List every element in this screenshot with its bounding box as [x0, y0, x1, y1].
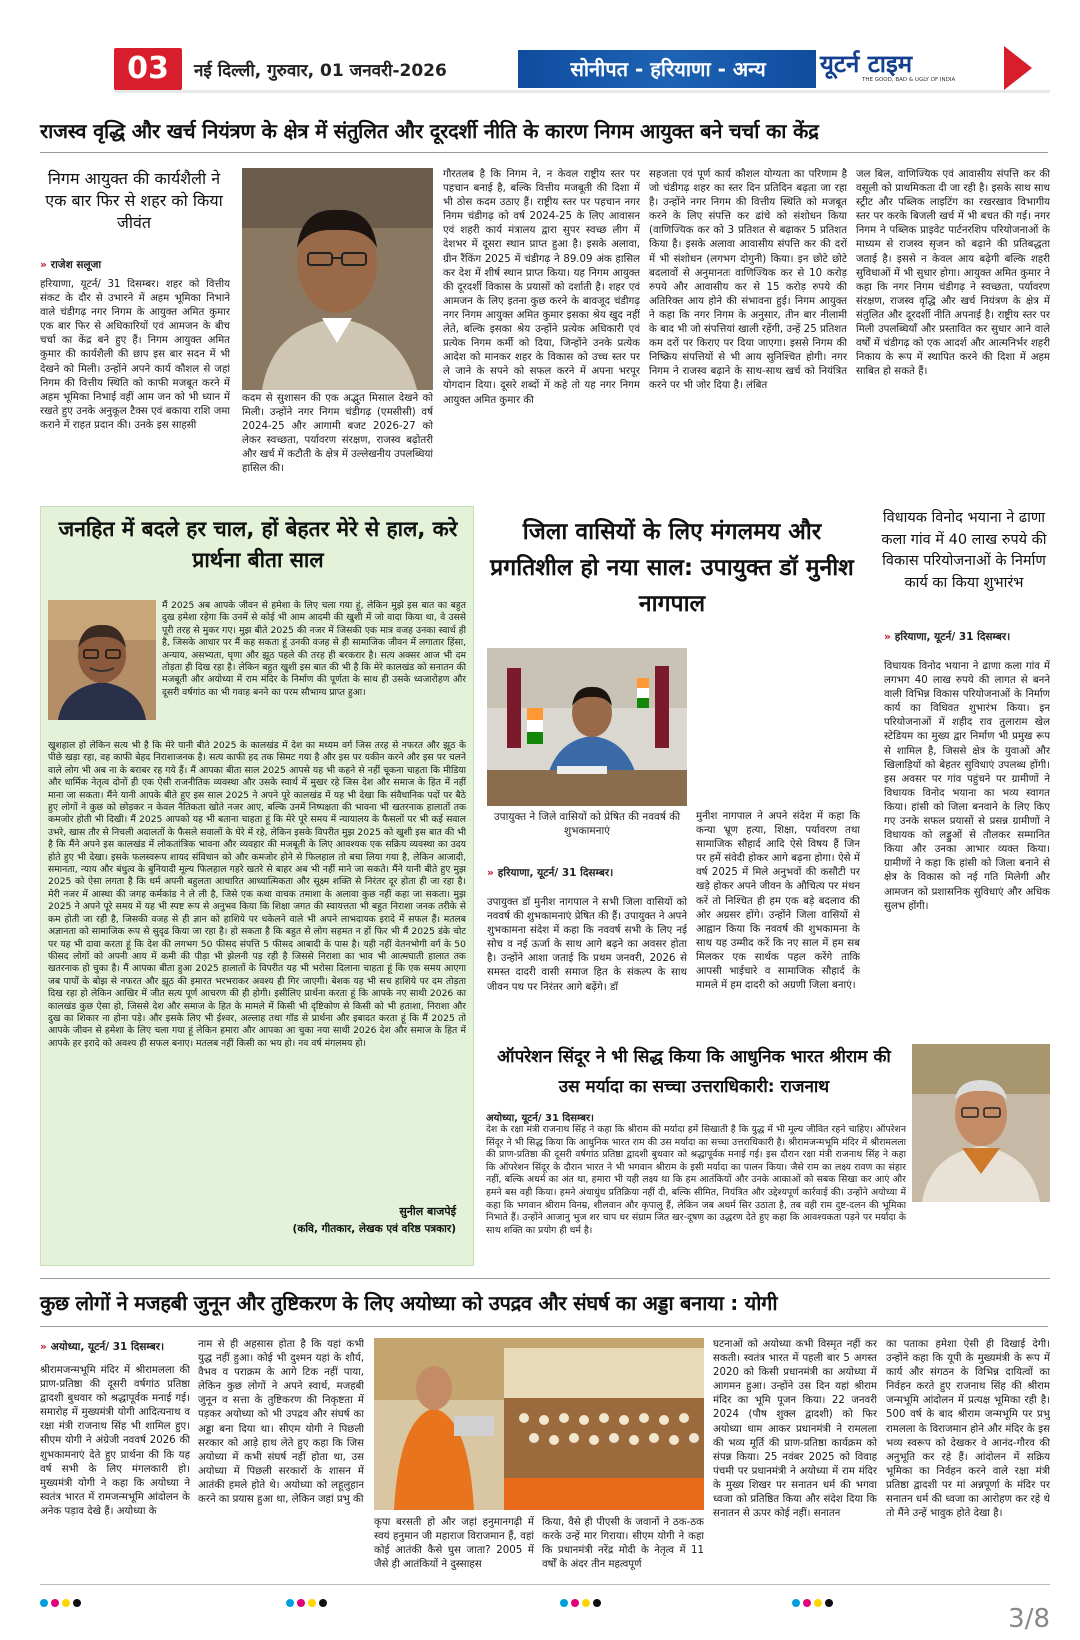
story3-col2: मुनीश नागपाल ने अपने संदेश में कहा कि कन्या भ्रूण हत्या, शिक्षा, पर्यावरण तथा सामाजिक सौहार्द आदि ऐसे विषय हैं जिन पर हमें संवेदी होकर आगे बढ़ना होगा। ऐसे में वर्ष 2025 में मिले अनुभवों की कसौटी पर खड़े होकर अपने जीवन के औचित्य पर मंथन करें तो निश्चित ही हम एक बड़े बदलाव की ओर अग्रसर होंगे। उन्होंने जिला वासियों से आह्वान किया कि नववर्ष की शुभकामना के साथ यह उम्मीद करें कि नए साल में हम सब मिलकर एक सार्थक पहल करेंगे ताकि आपसी भाईचारे व सामाजिक सौहार्द के मामले में हम दादरी को अग्रणी जिला बनाएं।	[696, 811, 860, 992]
story5-headline: ऑपरेशन सिंदूर ने भी सिद्ध किया कि आधुनिक भारत श्रीराम की उस मर्यादा का सच्चा उत्तराधिकारी: राजनाथ	[497, 1047, 891, 1097]
footer-rule	[40, 1584, 1050, 1585]
brand-tagline: THE GOOD, BAD & UGLY OF INDIA	[862, 77, 956, 83]
story1-col1: हरियाणा, यूटर्न/ 31 दिसम्बर। शहर को वित्तीय संकट के दौर से उभारने में अहम भूमिका निभाने वाले चंडीगढ़ नगर निगम के आयुक्त अमित कुमार एक बार फिर से अधिकारियों एवं आमजन के बीच चर्चा का केंद्र बने हुए हैं। निगम आयुक्त अमित कुमार की कार्यशैली की छाप इस बार सदन में भी देखने को मिली। उन्होंने अपने कार्य कौशल से जहां निगम की वित्तीय स्थिति को काफी मजबूत करने में अहम भूमिका निभाई वहीं आम जन को भी ध्यान में रखते हुए उनके अनुकूल टैक्स एवं बकाया राशि जमा कराने में राहत प्रदान की। उनके इस साहसी	[40, 279, 230, 431]
story6-rule	[40, 1326, 1048, 1327]
story2-author-photo	[48, 600, 156, 720]
story6-headline: कुछ लोगों ने मजहबी जुनून और तुष्टिकरण के लिए अयोध्या को उपद्रव और संघर्ष का अड्डा बनाया : योगी	[40, 1291, 778, 1315]
story6-col3a: कृपा बरसती हो और जहां हनुमानगढ़ी में स्वयं हनुमान जी महाराज विराजमान हैं, वहां कोई आतंकी कैसे घुस जाता? 2005 में जैसे ही आतंकियों ने दुस्साहस	[374, 1517, 534, 1571]
story4-body: विधायक विनोद भयाना ने ढाणा कला गांव में लगभग 40 लाख रुपये की लागत से बनने वाली विभिन्न विकास परियोजनाओं के निर्माण कार्य का विधिवत शुभारंभ किया। इन परियोजनाओं में शहीद राव तुलाराम खेल स्टेडियम का मुख्य द्वार निर्माण भी प्रमुख रूप से शामिल है, जिससे क्षेत्र के युवाओं और खिलाड़ियों को बेहतर सुविधाएं उपलब्ध होंगी। इस अवसर पर गांव पहुंचने पर ग्रामीणों ने विधायक विनोद भयाना का भव्य स्वागत किया। हांसी को जिला बनवाने के लिए किए गए उनके सफल प्रयासों से प्रसन्न ग्रामीणों ने विधायक को लड्डुओं से तौलकर सम्मानित किया और उनका आभार व्यक्त किया। ग्रामीणों ने कहा कि हांसी को जिला बनाने से क्षेत्र के विकास को नई गति मिलेगी और आमजन को प्रशासनिक सुविधाएं और अधिक सुलभ होंगी।	[884, 661, 1050, 912]
story2-headline: जनहित में बदले हर चाल, हों बेहतर मेरे से हाल, करे प्रार्थना बीता साल	[58, 517, 458, 572]
footer-color-dots-left	[40, 1592, 84, 1611]
footer-color-dots-mid1	[286, 1592, 330, 1611]
region-label: सोनीपत - हरियाणा - अन्य	[570, 57, 766, 81]
story6-photo	[374, 1338, 704, 1510]
story1-photo	[242, 168, 433, 390]
story6-col5: का पताका हमेशा ऐसी ही दिखाई देगी। उन्होंने कहा कि यूपी के मुख्यमंत्री के रूप में कार्य और संगठन के विभिन्न दायित्वों का निर्वहन करते हुए राजनाथ सिंह की श्रीराम जन्मभूमि आंदोलन में प्रत्यक्ष भूमिका रही है। 500 वर्ष के बाद श्रीराम जन्मभूमि पर प्रभु रामलला के विराजमान होने और मंदिर के इस भव्य स्वरूप को देखकर वे आनंद-गौरव की अनुभूति कर रहे हैं। आंदोलन में सक्रिय भूमिका का निर्वहन करने वाले रक्षा मंत्री प्रतिष्ठा द्वादशी पर मां अन्नपूर्णा के मंदिर पर सनातन धर्म की ध्वजा का आरोहण कर रहे थे तो मैंने उन्हें भावुक होते देखा है।	[886, 1339, 1050, 1520]
story3-caption: उपायुक्त ने जिले वासियों को प्रेषित की नववर्ष की शुभकामनाएं	[493, 811, 681, 837]
story6-col3b: किया, वैसे ही पीएसी के जवानों ने ठक-ठक करके उन्हें मार गिराया। सीएम योगी ने कहा कि प्रधानमंत्री नरेंद्र मोदी के नेतृत्व में 11 वर्षों के अंदर तीन महत्वपूर्ण	[542, 1517, 704, 1571]
story5-photo	[912, 1044, 1050, 1202]
rajnath-singh-photo	[912, 1044, 1050, 1202]
footer-color-dots-mid2	[560, 1592, 604, 1611]
story2-author-name: सुनील बाजपेई	[399, 1205, 456, 1218]
story2-body: खुशहाल हो लेकिन सत्य भी है कि मेरे यानी बीते 2025 के कालखंड में देश का मध्यम वर्ग जिस तरह से नफरत और झूठ के पीछे खड़ा रहा, वह काफी बेहद निराशाजनक है। सत्य काफी हद तक सिमट गया है और इस पर यकीन करने और इस पर चलने वाले लोग भी अब ना के बराबर रह गये हैं। मैं आपका बीता साल 2025 आपसे यह भी कहने से नहीं चूकना चाहता कि मीडिया और धार्मिक नेतृत्व दोनों ही एक ऐसी राजनीतिक व्यवस्था और उसके स्वार्थ में मुखर रहे जिस देश और समाज के हित में नहीं माना जा सकता। मैंने यानी आपके बीते हुए इस साल 2025 ने अपने पूरे कालखंड में यह भी देखा कि संवैधानिक पदों पर बैठे हुए लोगों ने कुछ को छोड़कर न केवल नैतिकता खोते नजर आए, बल्कि उनमें निष्पक्षता की भावना भी खतरनाक हालातों तक कमजोर होती भी दिखी। मैं 2025 आपको यह भी बताना चाहता हूं कि मेरे पूरे समय में न्यायालय के फैसलों पर भी कई सवाल उभरे, खास तौर से निचली अदालतों के फैसले सवालों के घेरे में रहे, लेकिन इसके विपरीत मुझ 2025 को खुशी इस बात की भी है कि मैंने अपने इस कालखंड में लोकतांत्रिक भावना और व्यवहार की मजबूती के लिए आवश्यक एक सक्रिय व्यवस्था का उदय होते हुए भी देखा। इसके फलस्वरूप शायद संविधान को और कमजोर होने से फिलहाल तो बचा लिया गया है, लेकिन आजादी, समानता, न्याय और बंधुत्व के बुनियादी मूल्य फिलहाल गहरे खतरे से बाहर अब भी नहीं माने जा सकते। मैंने यानी बीते हुए मुझ 2025 को ऐसा लगता है कि धर्म अपनी बहुलता आधारित आध्यात्मिकता और सूक्ष्म शक्ति से निरंतर दूर होता ही जा रहा है। मेरी नजर में आस्था की जगह कर्मकांड ने ले ली है, जिसे एक कथा वाचक तमाशा के अलावा कुछ नहीं कहा जा सकता। मुझ 2025 ने अपने पूरे समय में यह भी स्पष्ट रूप से अनुभव किया कि शिक्षा जगत की स्वायत्तता भी बहुत निराशा जनक तरीके से कम होती जा रही है, जिसकी वजह से ही ज्ञान को हाशिये पर धकेलने वाले भी अपने लाभदायक इरादे में सफल हैं। मतलब अज्ञानता को सामाजिक रूप से सुदृढ किया जा रहा है। हो सकता है कि बहुत से लोग सहमत न हों फिर भी मैं 2025 डंके चोट पर यह भी दावा करता हूं कि देश की लगभग 50 फीसद संपत्ति 5 फीसद आबादी के पास है। यही नहीं वेतनभोगी वर्ग के 50 फीसद लोगों को अपनी आय में कमी की पीड़ा भी झेलनी पड़ रही है जिससे निराशा का भाव भी आत्मघाती हालात तक खतरनाक हो चुका है। मैं आपका बीता हुआ 2025 हालातों के विपरीत यह भी भरोसा दिलाना चाहता हूं कि एक समय आएगा जब पापों के बोझ से नफरत और झूठ की इमारत भरभराकर अवश्य ही गिर जाएगी। बेशक यह भी सच हाशिये पर दम तोड़ता दिख रहा हो लेकिन आखिर में जीत सत्य पूर्ण आचरण की ही होगी। इसीलिए प्रार्थना करता हूं कि आपके नए साथी 2026 का कालखंड कुछ ऐसा हो, जिससे देश और समाज के हित के मामले में किसी भी दृष्टिकोण से किसी को भी हताशा, निराशा और दुख का शिकार ना होना पड़े। और इसके लिए भी ईश्वर, अल्लाह तथा गॉड से प्रार्थना और इबादत करता हूं कि मैं 2025 तो आपके जीवन से हमेशा के लिए चला गया हूं लेकिन हमारा और आपका आ चुका नया साथी 2026 देश और समाज के हित में आपके हर इरादे को अवश्य ही सफल बनाए। मतलब नहीं किसी का भय हो। नव वर्ष मंगलमय हो।	[48, 740, 466, 1049]
story6-col2: नाम से ही अहसास होता है कि यहां कभी युद्ध नहीं हुआ। कोई भी दुश्मन यहां के शौर्य, वैभव व पराक्रम के आगे टिक नहीं पाया, लेकिन कुछ लोगों ने अपने स्वार्थ, मजहबी जुनून व सत्ता के तुष्टिकरण की निकृष्टता में पड़कर अयोध्या को भी उपद्रव और संघर्ष का अड्डा बना दिया था। सीएम योगी ने पिछली सरकार को आड़े हाथ लेते हुए कहा कि जिस अयोध्या में कभी संघर्ष नहीं होता था, उस अयोध्या में पिछली सरकारों के शासन में आतंकी हमले होते थे। अयोध्या को लहूलुहान करने का प्रयास हुआ था, लेकिन जहां प्रभु की	[198, 1339, 364, 1506]
date-line: नई दिल्ली, गुरुवार, 01 जनवरी-2026	[194, 61, 447, 81]
story3-col1: उपायुक्त डॉ मुनीश नागपाल ने सभी जिला वासियों को नववर्ष की शुभकामनाएं प्रेषित की हैं। उपायुक्त ने अपने शुभकामना संदेश में कहा कि नववर्ष सभी के लिए नई सोच व नई ऊर्जा के साथ आगे बढ़ने का अवसर होता है। उन्होंने आशा जताई कि प्रथम जनवरी, 2026 से समस्त दादरी वासी समाज हित के संकल्प के साथ जीवन पथ पर निरंतर आगे बढ़ेंगे। डॉ	[487, 897, 687, 993]
story3-byline: » हरियाणा, यूटर्न/ 31 दिसम्बर।	[487, 867, 614, 879]
brand-name: यूटर्न टाइम	[820, 50, 913, 78]
story5-body: देश के रक्षा मंत्री राजनाथ सिंह ने कहा कि श्रीराम की मर्यादा हमें सिखाती है कि युद्ध में भी मूल्य जीवित रहने चाहिए। ऑपरेशन सिंदूर ने भी सिद्ध किया कि आधुनिक भारत राम की उस मर्यादा का सच्चा उत्तराधिकारी है। श्रीरामजन्मभूमि मंदिर में श्रीरामलला की प्राण-प्रतिष्ठा की दूसरी वर्षगांठ प्रतिष्ठा द्वादशी बुधवार को श्रद्धापूर्वक मनाई गई। इस दौरान रक्षा मंत्री राजनाथ सिंह ने कहा कि ऑपरेशन सिंदूर के दौरान भारत ने भी भगवान श्रीराम के इसी मर्यादा का पालन किया। जैसे राम का लक्ष्य रावण का संहार नहीं, बल्कि अधर्म का अंत था, हमारा भी यही लक्ष्य था कि हम आतंकियों और उनके आकाओं को सबक सिखा कर आएं और हमने बस वही किया। हमने अंधाधुंध प्रतिक्रिया नहीं दी, बल्कि सीमित, नियंत्रित और उद्देश्यपूर्ण कार्रवाई की। उन्होंने अयोध्या में कहा कि भगवान श्रीराम विनम्र, शीलवान और कृपालु हैं, लेकिन जब अधर्म सिर उठाता है, तब वही राम दुष्ट-दलन की भूमिका निभाते हैं। उन्होंने आजानु भुज शर चाप धर संग्राम जित खर-दूषण का उद्धरण देते हुए कहा कि आवश्यकता पड़ने पर मर्यादा के साथ शक्ति का प्रयोग ही धर्म है।	[486, 1124, 906, 1236]
story1-byline: » राजेश सलूजा	[40, 259, 102, 271]
story2-intro: मैं 2025 अब आपके जीवन से हमेशा के लिए चला गया हूं, लेकिन मुझे इस बात का बहुत दुख हमेशा रहेगा कि उनमें से कोई भी आम आदमी की खुशी में जो वादा किया था, वे उससे पूरी तरह से मुकर गए। मुझ बीते 2025 की नजर में जिसकी एक मात्र वजह उनका स्वार्थ ही है, जिसके आधार पर मैं कह सकता हूं उनकी वजह से ही सामाजिक जीवन में लगातार हिंसा, अन्याय, असभ्यता, घृणा और झूठ पहले की तरह ही बरकरार है। सत्य अक्सर आज भी दम तोड़ता ही दिख रहा है। लेकिन बहुत खुशी इस बात की भी है कि मेरे कालखंड को सनातन की मजबूती और अयोध्या में राम मंदिर के निर्माण की पूर्णता के साथ ही उसके ध्वजारोहण और दूसरी वर्षगांठ का भी गवाह बनने का परम सौभाग्य प्राप्त हुआ।	[162, 600, 466, 698]
story1-col5: जल बिल, वाणिज्यिक एवं आवासीय संपत्ति कर की वसूली को प्राथमिकता दी जा रही है। इसके साथ साथ स्ट्रीट और पब्लिक लाइटिंग का रखरखाव विभागीय स्तर पर करके बिजली खर्च में भी बचत की गई। नगर निगम ने पब्लिक प्राइवेट पार्टनरशिप परियोजनाओं के माध्यम से राजस्व सृजन को बढ़ाने की प्रतिबद्धता जताई है। इससे न केवल आय बढ़ेगी बल्कि शहरी सुविधाओं में भी सुधार होगा। आयुक्त अमित कुमार ने कहा कि नगर निगम चंडीगढ़ ने स्वच्छता, पर्यावरण संरक्षण, राजस्व वृद्धि और खर्च नियंत्रण के क्षेत्र में संतुलित और दूरदर्शी नीति अपनाई है। राष्ट्रीय स्तर पर मिली उपलब्धियाँ और प्रस्तावित कर सुधार आने वाले वर्षों में चंडीगढ़ को एक आदर्श और आत्मनिर्भर शहरी निकाय के रूप में स्थापित करने की दिशा में अहम साबित हो सकते हैं।	[856, 169, 1050, 378]
brand-logo	[816, 46, 1041, 90]
story1-headline: राजस्व वृद्धि और खर्च नियंत्रण के क्षेत्र में संतुलित और दूरदर्शी नीति के कारण निगम आयुक्त बने चर्चा का केंद्र	[40, 119, 819, 143]
story6-col1: श्रीरामजन्मभूमि मंदिर में श्रीरामलला की प्राण-प्रतिष्ठा की दूसरी वर्षगांठ प्रतिष्ठा द्वादशी बुधवार को श्रद्धापूर्वक मनाई गई। समारोह में मुख्यमंत्री योगी आदित्यनाथ व रक्षा मंत्री राजनाथ सिंह भी शामिल हुए। सीएम योगी ने अंग्रेजी नववर्ष 2026 की शुभकामनाएं देते हुए प्रार्थना की कि यह वर्ष सभी के लिए मंगलकारी हो। मुख्यमंत्री योगी ने कहा कि अयोध्या ने स्वतंत्र भारत में रामजन्मभूमि आंदोलन के अनेक पड़ाव देखे हैं। अयोध्या के	[40, 1365, 190, 1517]
commissioner-portrait	[242, 168, 433, 390]
page-number: 03	[127, 51, 169, 86]
masthead-rule	[114, 90, 1050, 93]
story3-photo	[487, 648, 687, 806]
story1-col4: सहजता एवं पूर्ण कार्य कौशल योग्यता का परिणाम है जो चंडीगढ़ शहर का स्तर दिन प्रतिदिन बढ़ता जा रहा है। उन्होंने नगर निगम की वित्तीय स्थिति को मजबूत करने के लिए संपत्ति कर ढांचे को संशोधन किया (वाणिज्यिक कर को 3 प्रतिशत से बढ़ाकर 5 प्रतिशत किया है। इसके अलावा आवासीय संपत्ति कर की दरों में भी संशोधन (लगभग दोगुनी) किया। इन छोटे छोटे बदलावों से अनुमानतः वाणिज्यिक कर से 10 करोड़ रुपये और आवासीय कर से 15 करोड़ रुपये की अतिरिक्त आय होने की संभावना हुई। निगम आयुक्त ने कहा कि नगर निगम के अनुसार, तीन बार नीलामी के बाद भी जो संपत्तियां खाली रहेंगी, उन्हें 25 प्रतिशत कम दरों पर किराए पर दिया जाएगा। इससे निगम की निष्क्रिय संपत्तियों से भी आय सुनिश्चित होगी। नगर निगम ने राजस्व बढ़ाने के साथ-साथ खर्च को नियंत्रित करने पर भी जोर दिया है। लंबित	[649, 169, 847, 392]
story1-rule	[40, 152, 1048, 153]
story3-headline: जिला वासियों के लिए मंगलमय और प्रगतिशील हो नया साल: उपायुक्त डॉ मुनीश नागपाल	[490, 519, 854, 617]
story1-col2: कदम से सुशासन की एक अद्भुत मिसाल देखने को मिली। उन्होंने नगर निगम चंडीगढ़ (एमसीसी) वर्ष 2024-25 और आगामी बजट 2026-27 को लेकर स्वच्छता, पर्यावरण संरक्षण, राजस्व बढ़ोतरी और खर्च में कटौती के क्षेत्र में उल्लेखनीय उपलब्धियां हासिल की।	[242, 393, 433, 475]
footer-color-dots-right	[792, 1592, 836, 1611]
author-portrait	[48, 600, 156, 720]
story5-byline: अयोध्या, यूटर्न/ 31 दिसम्बर।	[486, 1113, 594, 1124]
story6-top-rule	[40, 1278, 1050, 1279]
masthead-bar	[38, 40, 1050, 86]
story6-byline: » अयोध्या, यूटर्न/ 31 दिसम्बर।	[40, 1341, 165, 1353]
story4-byline: » हरियाणा, यूटर्न/ 31 दिसम्बर।	[884, 631, 1011, 643]
brand-arrow-icon	[1004, 46, 1032, 90]
page-counter: 3/8	[1008, 1604, 1050, 1634]
deputy-commissioner-photo	[487, 648, 687, 806]
story2-author-role: (कवि, गीतकार, लेखक एवं वरिष्ठ पत्रकार)	[292, 1223, 456, 1235]
story4-headline: विधायक विनोद भयाना ने ढाणा कला गांव में 40 लाख रुपये की विकास परियोजनाओं के निर्माण कार्य का किया शुभारंभ	[881, 510, 1047, 591]
story1-col3: गौरतलब है कि निगम ने, न केवल राष्ट्रीय स्तर पर पहचान बनाई है, बल्कि वित्तीय मजबूती की दिशा में भी ठोस कदम उठाए हैं। राष्ट्रीय स्तर पर पहचान नगर निगम चंडीगढ़ को वर्ष 2024-25 के लिए आवासन एवं शहरी कार्य मंत्रालय द्वारा सुपर स्वच्छ लीग में देशभर में दूसरा स्थान प्राप्त हुआ है। इसके अलावा, ग्रीन रैंकिंग 2025 में चंडीगढ़ ने 89.09 अंक हासिल कर देश में शीर्ष स्थान प्राप्त किया। यह निगम आयुक्त की दूरदर्शी विकास के प्रयासों को दर्शाती है। शहर एवं आमजन के लिए इतना कुछ करने के बावजूद चंडीगढ़ नगर निगम आयुक्त अमित कुमार इसका श्रेय खुद नहीं लेते, बल्कि इसका श्रेय उन्होंने प्रत्येक अधिकारी एवं प्रत्येक निगम कर्मी को दिया, जिन्होंने उनके प्रत्येक आदेश को मानकर शहर के विकास को उच्च स्तर पर ले जाने के सपने को सफल करने में अपना भरपूर योगदान दिया। दूसरे शब्दों में कहे तो यह नगर निगम आयुक्त अमित कुमार की	[443, 169, 640, 406]
story6-col4: घटनाओं को अयोध्या कभी विस्मृत नहीं कर सकती। स्वतंत्र भारत में पहली बार 5 अगस्त 2020 को किसी प्रधानमंत्री का अयोध्या में आगमन हुआ। उन्होंने उस दिन यहां श्रीराम मंदिर का भूमि पूजन किया। 22 जनवरी 2024 (पौष शुक्ल द्वादशी) को फिर अयोध्या धाम आकर प्रधानमंत्री ने रामलला की भव्य मूर्ति की प्राण-प्रतिष्ठा कार्यक्रम को संपन्न किया। 25 नवंबर 2025 को विवाह पंचमी पर प्रधानमंत्री ने अयोध्या में राम मंदिर के मुख्य शिखर पर सनातन धर्म की भगवा ध्वजा को प्रतिष्ठित किया और संदेश दिया कि सनातन से ऊपर कोई नहीं। सनातन	[713, 1339, 877, 1520]
story1-subhead: निगम आयुक्त की कार्यशैली ने एक बार फिर से शहर को किया जीवंत	[45, 169, 223, 232]
yogi-event-photo	[374, 1338, 704, 1510]
